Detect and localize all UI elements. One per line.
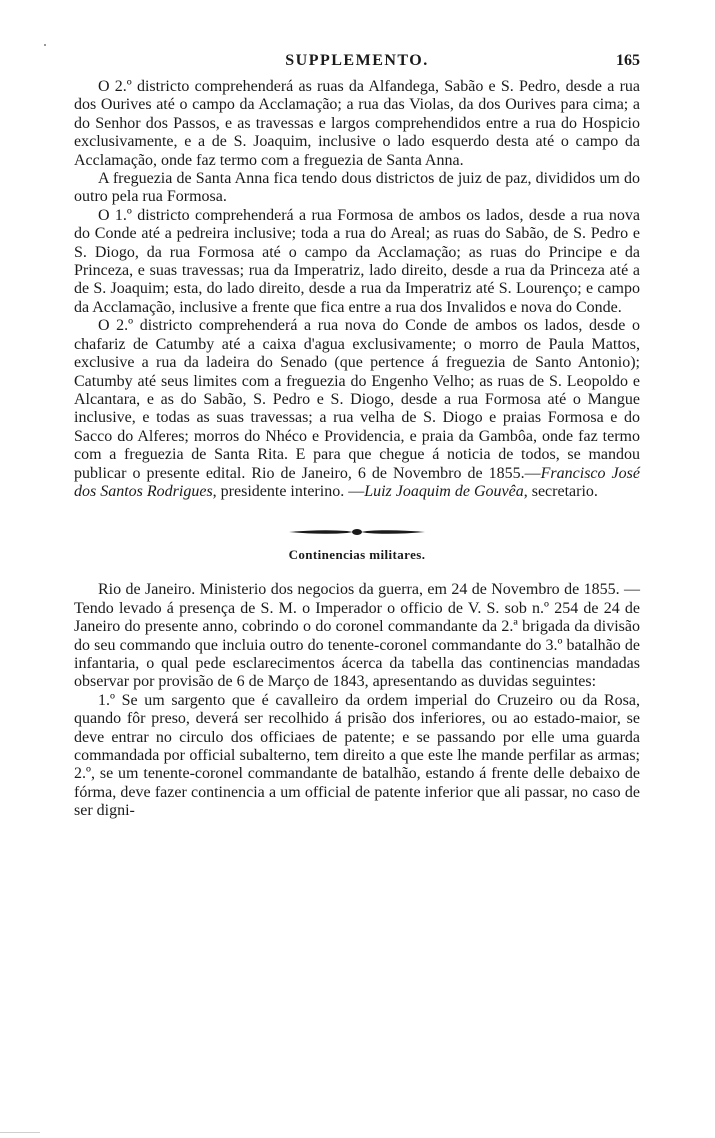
paragraph-ministerio: Rio de Janeiro. Ministerio dos negocios da guerra, em 24 de Novembro de 1855. — Tendo levado á presença de S. M. o Imperador o officio de V. S. sob n.º 254 de 24 de Janeiro do presente anno, cobrindo o do coronel commandante da 2.ª brigada da divisão do seu commando que incluia outro do tenente-coronel commandante do 3.º batalhão de infantaria, o qual pede esclarecimentos ácerca da tabella das continencias mandadas observar por provisão de 6 de Março de 1843, apresentando as duvidas seguintes: [74,581,640,691]
signatory-secretary: Luiz Joaquim de Gouvêa [364,482,524,500]
paragraph-district-2: O 2.º districto comprehenderá as ruas da Alfandega, Sabão e S. Pedro, desde a rua dos Ourives até o campo da Acclamação; a rua das Violas, da dos Ourives para cima; a do Senhor dos Passos, e as travessas e largos comprehendidos entre a rua do Hospicio exclusivamente, e a de S. Joaquim, inclusive o lado esquerdo desta até o campo da Acclamação, onde faz termo com a freguezia de Santa Anna. [74,78,640,169]
page-number: 165 [616,52,640,69]
signatory-president: Francisco José dos Santos Rodrigues [74,464,640,500]
signatory-secretary-role: , secretario. [523,482,598,500]
divider-ornament-icon [287,527,427,537]
continencias-text [74,581,640,820]
paragraph-questions: 1.º Se um sargento que é cavalleiro da ordem imperial do Cruzeiro ou da Rosa, quando fôr preso, deverá ser recolhido á prisão dos inferiores, ou ao estado-maior, se deve entrar no circulo dos officiaes de patente; e se passando por elle uma guarda commandada por official subalterno, tem direito a que este lhe mande perfilar as armas; 2.º, se um tenente-coronel commandante de batalhão, estando á frente delle debaixo de fórma, deve fazer continencia a um official de patente inferior que ali passar, no caso de ser digni- [74,691,640,820]
paragraph-santa-anna-district-1: O 1.º districto comprehenderá a rua Formosa de ambos os lados, desde a rua nova do Conde até a pedreira inclusive; toda a rua do Areal; as ruas do Sabão, de S. Pedro e S. Diogo, da rua Formosa até o campo da Acclamação; as ruas do Principe e da Princeza, e suas travessas; rua da Imperatriz, lado direito, desde a rua da Princeza até a de S. Joaquim; esta, do lado direito, desde a rua da Imperatriz até S. Lourenço; e campo da Acclamação, inclusive a frente que fica entre a rua dos Invalidos e nova do Conde. [74,206,640,316]
running-title: SUPPLEMENTO. [285,52,429,69]
ornamental-divider [74,517,640,547]
paper-speck [44,44,46,46]
paragraph-santa-anna: A freguezia de Santa Anna fica tendo dous districtos de juiz de paz, divididos um do outro pela rua Formosa. [74,170,640,206]
section-heading: Continencias militares. [288,547,426,563]
document-page [74,52,640,821]
running-header [74,52,640,78]
signatory-president-role: , presidente interino. [212,482,345,500]
page-edge-mark [0,1132,40,1133]
edital-text [74,78,640,501]
paragraph-santa-anna-district-2-text: O 2.º districto comprehenderá a rua nova do Conde de ambos os lados, desde o chafariz de Catumby até a caixa d'agua exclusivamente; o morro de Paula Mattos, exclusive a rua da ladeira do Senado (que pertence á freguezia de Santo Antonio); Catumby até seus limites com a freguezia do Engenho Velho; as ruas de S. Leopoldo e Alcantara, e as do Sabão, S. Pedro e S. Diogo, desde a rua Formosa até o Mangue inclusive, e todas as suas travessas; a rua velha de S. Diogo e praias Formosa e do Sacco do Alferes; morros do Nhéco e Providencia, e praia da Gambôa, onde faz termo com a freguezia de Santa Rita. E para que chegue á noticia de todos, se mandou publicar o presente edital. Rio de Janeiro, 6 de Novembro de 1855. [74,317,640,482]
paragraph-santa-anna-district-2: O 2.º districto comprehenderá a rua nova do Conde de ambos os lados, desde o chafariz de Catumby até a caixa d'agua exclusivamente; o morro de Paula Mattos, exclusive a rua da ladeira do Senado (que pertence á freguezia de Santo Antonio); Catumby até seus limites com a freguezia do Engenho Velho; as ruas de S. Leopoldo e Alcantara, e as do Sabão, S. Pedro e S. Diogo, desde a rua Formosa até o Mangue inclusive, e todas as suas travessas; a rua velha de S. Diogo e praias Formosa e do Sacco do Alferes; morros do Nhéco e Providencia, e praia da Gambôa, onde faz termo com a freguezia de Santa Rita. E para que chegue á noticia de todos, se mandou publicar o presente edital. Rio de Janeiro, 6 de Novembro de 1855.—Francisco José dos Santos Rodrigues, presidente interino. —Luiz Joaquim de Gouvêa, secretario. [74,317,640,500]
